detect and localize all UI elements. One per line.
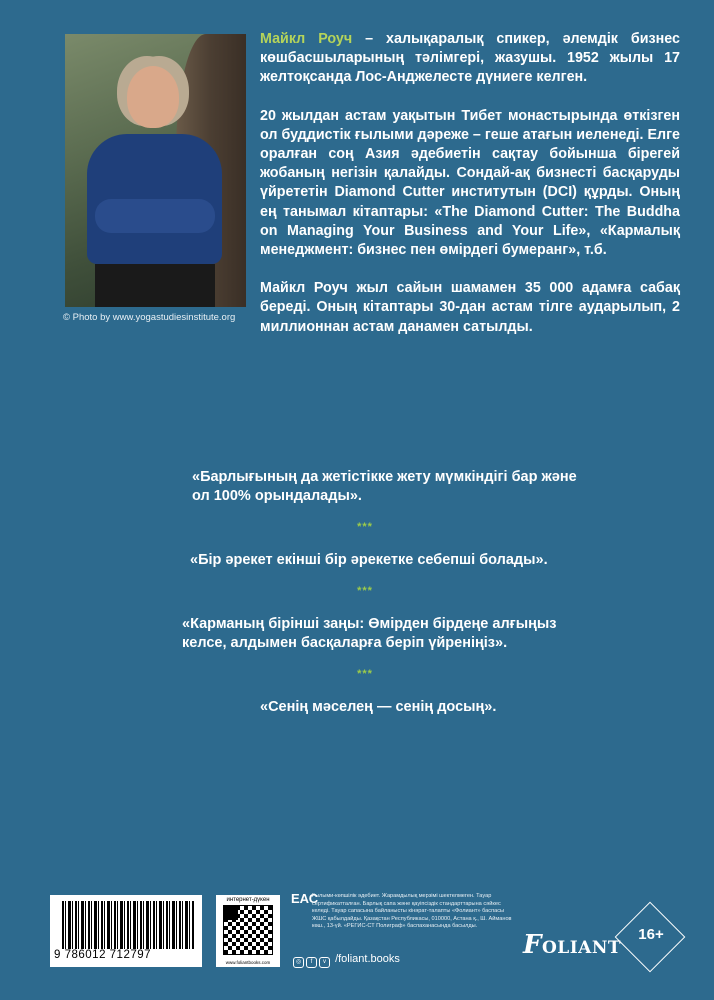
- logo-f: F: [523, 930, 542, 960]
- bio-paragraph-3: Майкл Роуч жыл сайын шамамен 35 000 адамға сабақ береді. Оның кітаптары 30-дан астам тілге аударылып, 2 миллионнан астам данамен сатылды.: [260, 280, 680, 335]
- foliant-logo: [523, 930, 621, 960]
- quote-4: «Сенің мәселең — сенің досың».: [260, 699, 497, 715]
- quote-3: «Карманың бірінші заңы: Өмірден бірдеңе алғыңыз келсе, алдымен басқаларға беріп үйреніңіз».: [182, 616, 557, 651]
- quote-1: «Барлығының да жетістікке жету мүмкіндігі бар және ол 100% орындалады».: [192, 469, 577, 504]
- author-crossed-arms: [95, 199, 215, 233]
- bio-paragraph-2: 20 жылдан астам уақытын Тибет монастырында өткізген ол буддистік ғылыми дәреже – геше атағын иеленеді. Елге оралған соң Азия әдебиетін сақтау бойынша бірегей жобаның негізін қалайды. Сондай-ақ бизнесті басқаруды үйрететін Diamond Cutter институтын (DCI) құрды. Оның ең танымал кітаптары: «The Diamond Cutter: The Buddha on Managing Your Business and Your Life», «Кармалық менеджмент: бизнес пен өмірдегі бумеранг», т.б.: [260, 107, 680, 259]
- social-links[interactable]: [293, 953, 400, 968]
- photo-credit: © Photo by www.yogastudiesinstitute.org: [63, 312, 236, 323]
- qr-code-icon: [224, 906, 272, 954]
- author-photo: [65, 34, 246, 307]
- author-bio: [260, 30, 680, 356]
- logo-rest: OLIANT: [541, 938, 622, 958]
- qr-footer: www.foliantbooks.com: [225, 960, 271, 965]
- author-name: Майкл Роуч: [260, 31, 353, 47]
- quote-separator: ***: [357, 521, 373, 533]
- social-handle[interactable]: /foliant.books: [335, 953, 400, 965]
- facebook-icon[interactable]: f: [306, 957, 317, 968]
- isbn-barcode: [50, 895, 202, 967]
- barcode-bars: [62, 901, 194, 949]
- author-head: [127, 66, 179, 128]
- qr-title: интернет-дүкен: [226, 897, 270, 903]
- quotes-block: [150, 468, 580, 717]
- shop-qr-code[interactable]: [216, 895, 280, 967]
- quote-separator: ***: [357, 585, 373, 597]
- bio-paragraph-1-text: – халықаралық спикер, әлемдік бизнес көшбасшыларының тәлімгері, жазушы. 1952 жылы 17 желтоқсанда Лос-Анджелесте дүниеге келген.: [260, 31, 680, 86]
- quote-2: «Бір әрекет екінші бір әрекетке себепші болады».: [190, 552, 548, 568]
- bio-paragraph-1: [260, 30, 680, 88]
- legal-text: Ғылыми-көпшілік әдебиет. Жарамдылық мерзімі шектелмеген. Тауар сертификатталған. Барлық сапа және қауіпсіздік стандарттарына сәйкес келеді. Тауар сапасына байланысты кінәрат-талапты «Фолиант» баспасы ЖШС қабылдайды. Қазақстан Республикасы, 010000, Астана қ., Ш. Айманов көш., 13-үй. «РЕГИС-СТ Полиграф» баспаханасында басылды.: [312, 893, 512, 930]
- eac-mark: ЕАС: [291, 891, 319, 906]
- barcode-digits: 9 786012 712797: [54, 949, 152, 961]
- instagram-icon[interactable]: ◎: [293, 957, 304, 968]
- vk-icon[interactable]: v: [319, 957, 330, 968]
- quote-separator: ***: [357, 668, 373, 680]
- age-rating: 16+: [638, 926, 664, 943]
- author-pants: [95, 264, 215, 307]
